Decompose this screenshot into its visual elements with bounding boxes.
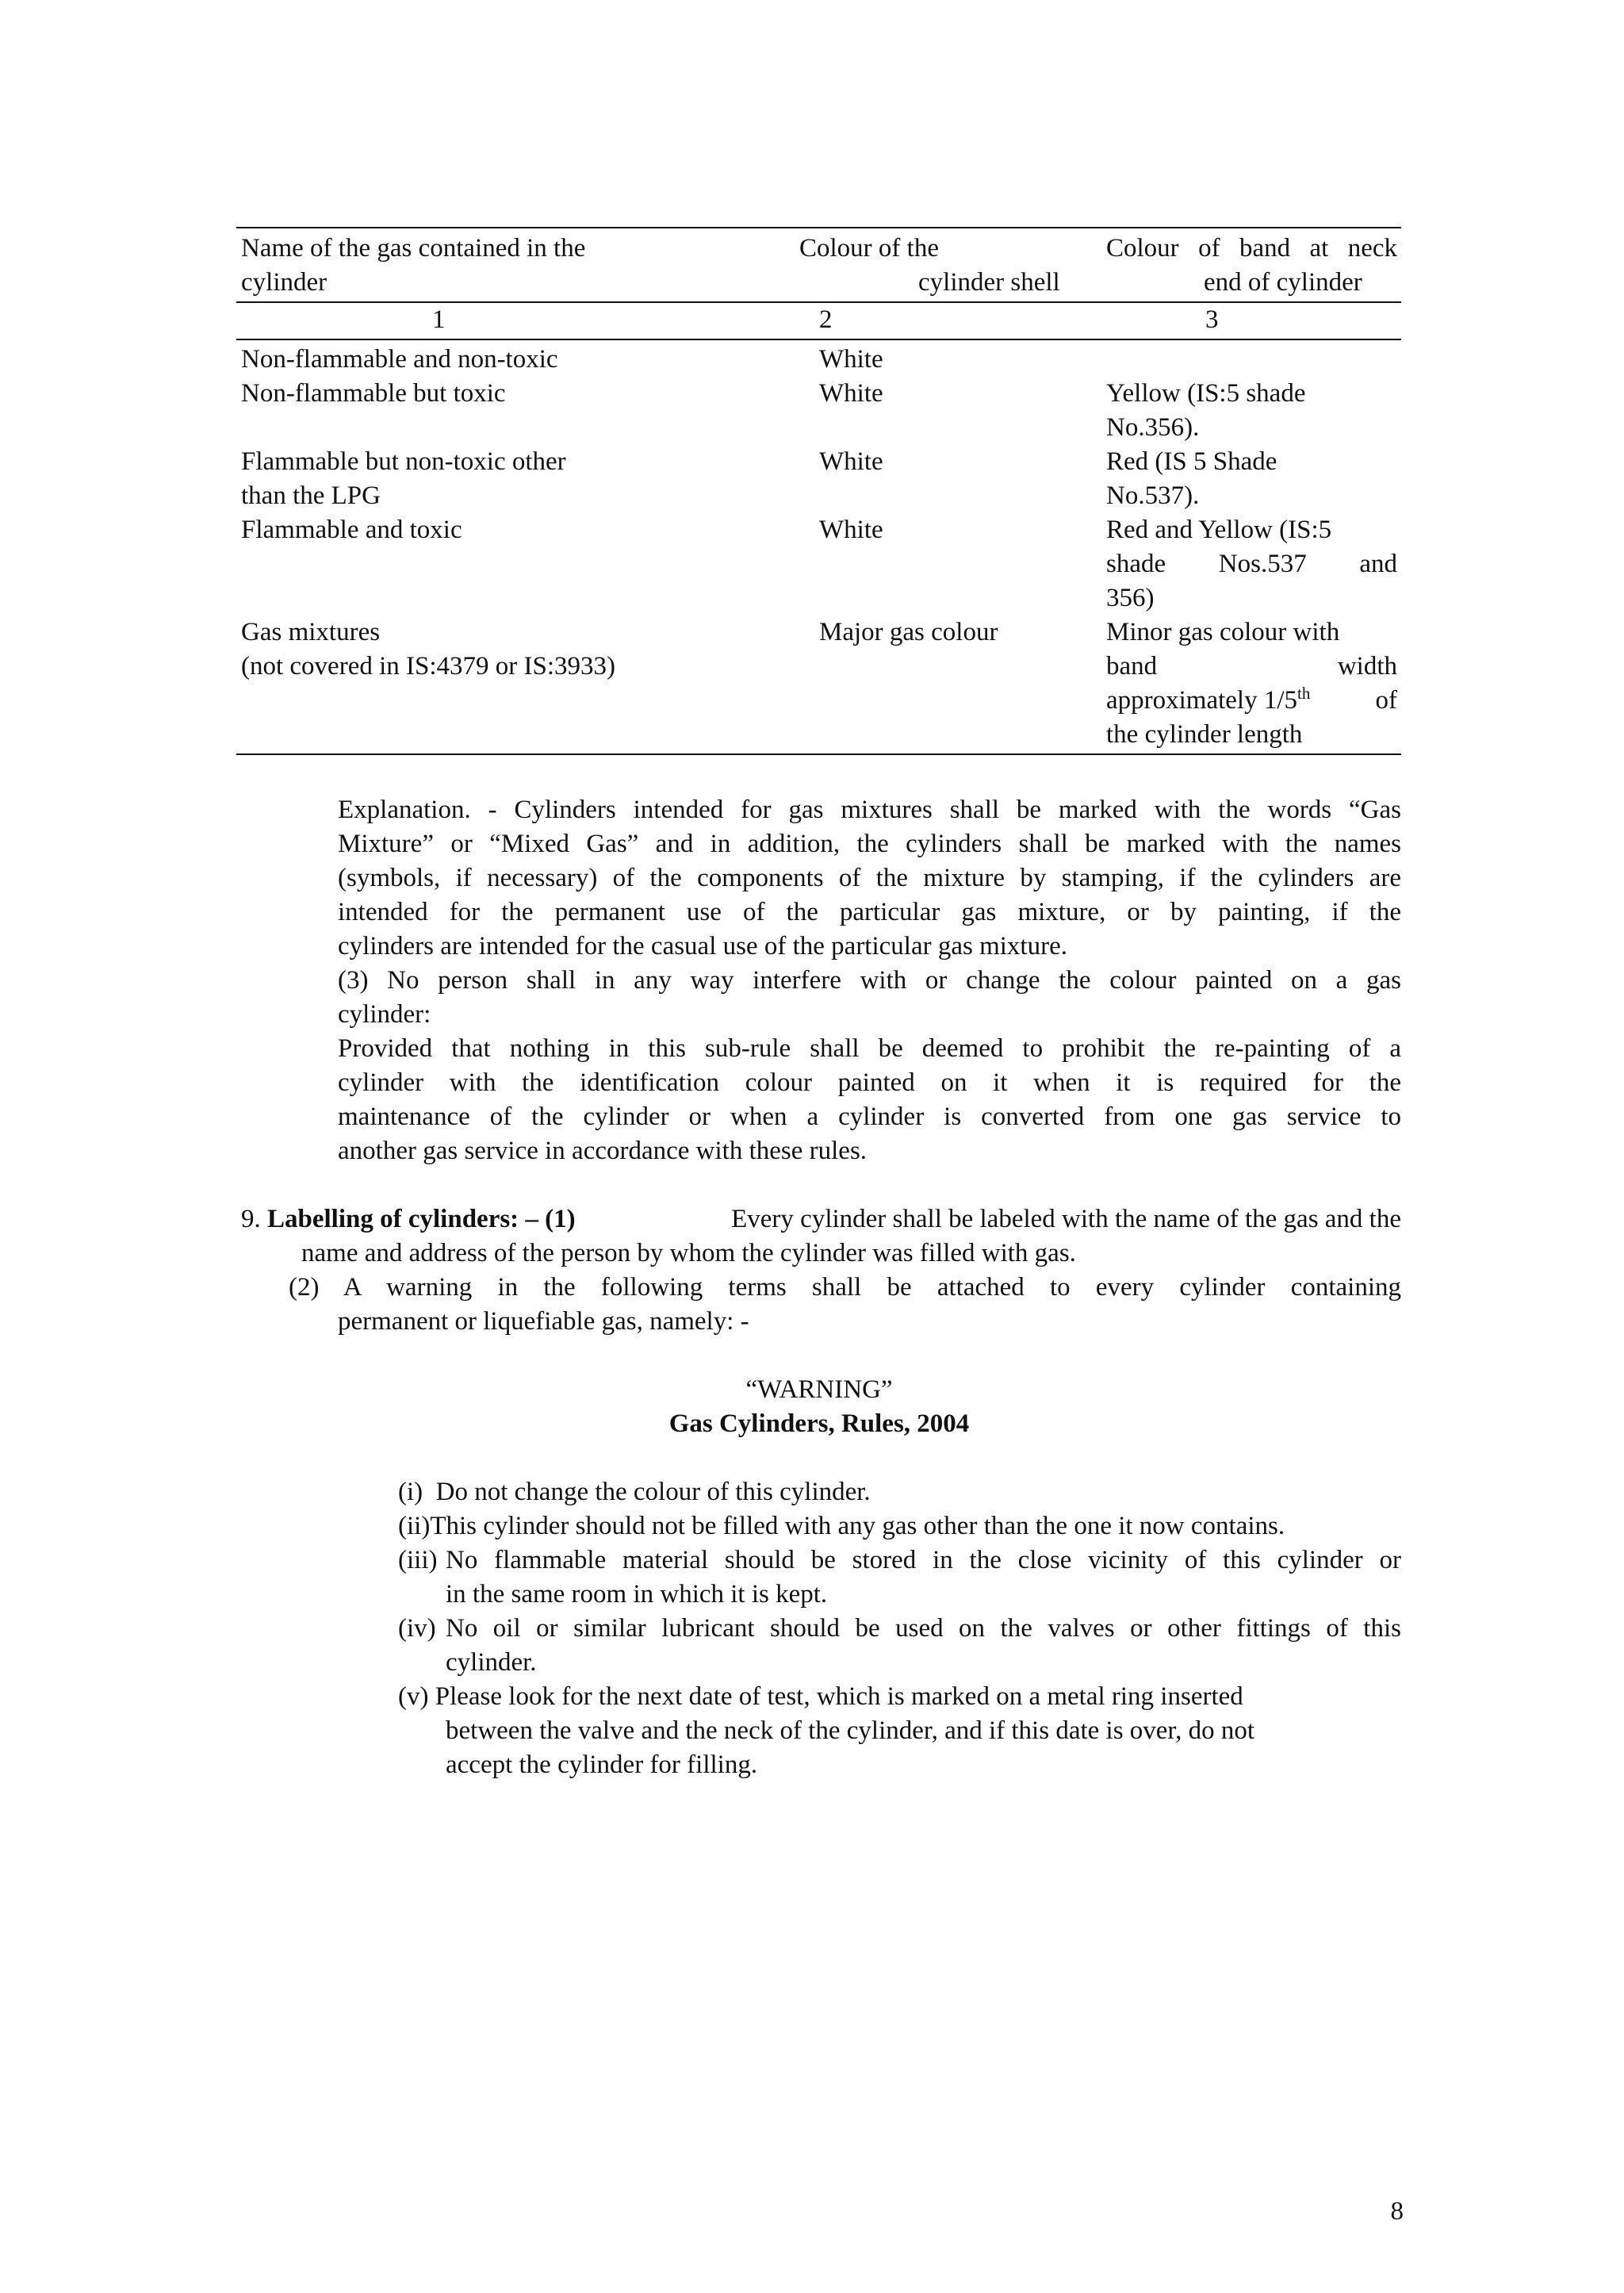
column-number-1: 1 [432, 305, 446, 334]
warning-item-iv: (iv) No oil or similar lubricant should be used on the valves or other fittings of this [398, 1614, 1401, 1643]
row5-band-line3 [1106, 684, 1397, 718]
warning-item-v-line3: accept the cylinder for filling. [446, 1750, 758, 1779]
header-col3-line1: Colour of band at neck [1106, 234, 1397, 263]
warning-item-v: (v) Please look for the next date of test, which is marked on a metal ring inserted [398, 1682, 1243, 1711]
row3-gas-name-line2: than the LPG [241, 481, 381, 510]
table-top-rule [236, 227, 1401, 228]
warning-title: “WARNING” [745, 1375, 893, 1404]
row3-shell-colour: White [819, 447, 883, 476]
row4-band-line2: shade Nos.537 and [1106, 550, 1397, 578]
row2-band-line1: Yellow (IS:5 shade [1106, 379, 1306, 408]
warning-item-iii: (iii) No flammable material should be stored in the close vicinity of this cylinder or [398, 1546, 1401, 1574]
header-col1-line1: Name of the gas contained in the [241, 234, 586, 263]
row3-gas-name-line1: Flammable but non-toxic other [241, 447, 566, 476]
table-numbers-rule [236, 339, 1401, 340]
row3-band-line2: No.537). [1106, 481, 1200, 510]
header-col2-line1: Colour of the [799, 234, 939, 263]
rule-9-subrule-2: (2) A warning in the following terms shall be attached to every cylinder containing [289, 1273, 1401, 1302]
row2-shell-colour: White [819, 379, 883, 408]
rule-9-heading: Labelling of cylinders: – (1) [267, 1205, 576, 1233]
row3-band-line1: Red (IS 5 Shade [1106, 447, 1277, 476]
rule-9-text: Every cylinder shall be labeled with the name of the gas and the [731, 1205, 1401, 1233]
row5-band-line2: band width [1106, 652, 1397, 681]
warning-item-ii: (ii)This cylinder should not be filled with any gas other than the one it now contains. [398, 1512, 1285, 1540]
header-col2-line2: cylinder shell [918, 268, 1060, 297]
warning-subtitle: Gas Cylinders, Rules, 2004 [668, 1409, 970, 1438]
column-number-2: 2 [819, 305, 833, 334]
header-col1-line2: cylinder [241, 268, 327, 297]
row2-gas-name: Non-flammable but toxic [241, 379, 506, 408]
table-bottom-rule [236, 753, 1401, 755]
rule-9-number: 9. [241, 1205, 261, 1233]
warning-item-iv-line2: cylinder. [446, 1648, 537, 1677]
row5-band-line4: the cylinder length [1106, 720, 1303, 749]
warning-item-i: (i) Do not change the colour of this cylinder. [398, 1478, 871, 1506]
row1-gas-name: Non-flammable and non-toxic [241, 345, 558, 374]
row5-band-approx: approximately 1/5th [1106, 684, 1311, 715]
row5-shell-colour: Major gas colour [819, 618, 998, 646]
row4-band-line1: Red and Yellow (IS:5 [1106, 516, 1332, 544]
row4-band-line3: 356) [1106, 584, 1155, 612]
rule-9-line2: name and address of the person by whom the cylinder was filled with gas. [301, 1239, 1076, 1267]
row4-shell-colour: White [819, 516, 883, 544]
row5-band-of: of [1375, 686, 1397, 715]
header-col3-line2: end of cylinder [1204, 268, 1362, 297]
page-number: 8 [1390, 2197, 1404, 2226]
rule-9-subrule-2-line2: permanent or liquefiable gas, namely: - [338, 1307, 749, 1336]
row5-band-line1: Minor gas colour with [1106, 618, 1340, 646]
warning-item-v-line2: between the valve and the neck of the cylinder, and if this date is over, do not [446, 1716, 1255, 1745]
warning-item-iii-line2: in the same room in which it is kept. [446, 1580, 828, 1609]
proviso-paragraph: Provided that nothing in this sub-rule shall be deemed to prohibit the re-painting of a cylinder with the identification colour painted on it when it is required for the maintenance of the cylinder or when a cylinder is converted from one gas service to another gas service in accordance with these rules. [338, 1034, 1401, 1165]
subrule-3-paragraph: (3) No person shall in any way interfere with or change the colour painted on a gas cylinder: [338, 966, 1401, 1029]
row2-band-line2: No.356). [1106, 413, 1200, 442]
row4-gas-name: Flammable and toxic [241, 516, 462, 544]
row1-shell-colour: White [819, 345, 883, 374]
column-number-3: 3 [1205, 305, 1219, 334]
row5-gas-name-line1: Gas mixtures [241, 618, 381, 646]
explanation-paragraph: Explanation. - Cylinders intended for gas mixtures shall be marked with the words “Gas Mixture” or “Mixed Gas” and in addition, the cylinders shall be marked with the names (symbols, if necessary) of the components of the mixture by stamping, if the cylinders are intended for the permanent use of the particular gas mixture, or by painting, if the cylinders are intended for the casual use of the particular gas mixture. [338, 796, 1401, 961]
rule-9-line1 [241, 1202, 1401, 1237]
row5-gas-name-line2: (not covered in IS:4379 or IS:3933) [241, 652, 616, 681]
